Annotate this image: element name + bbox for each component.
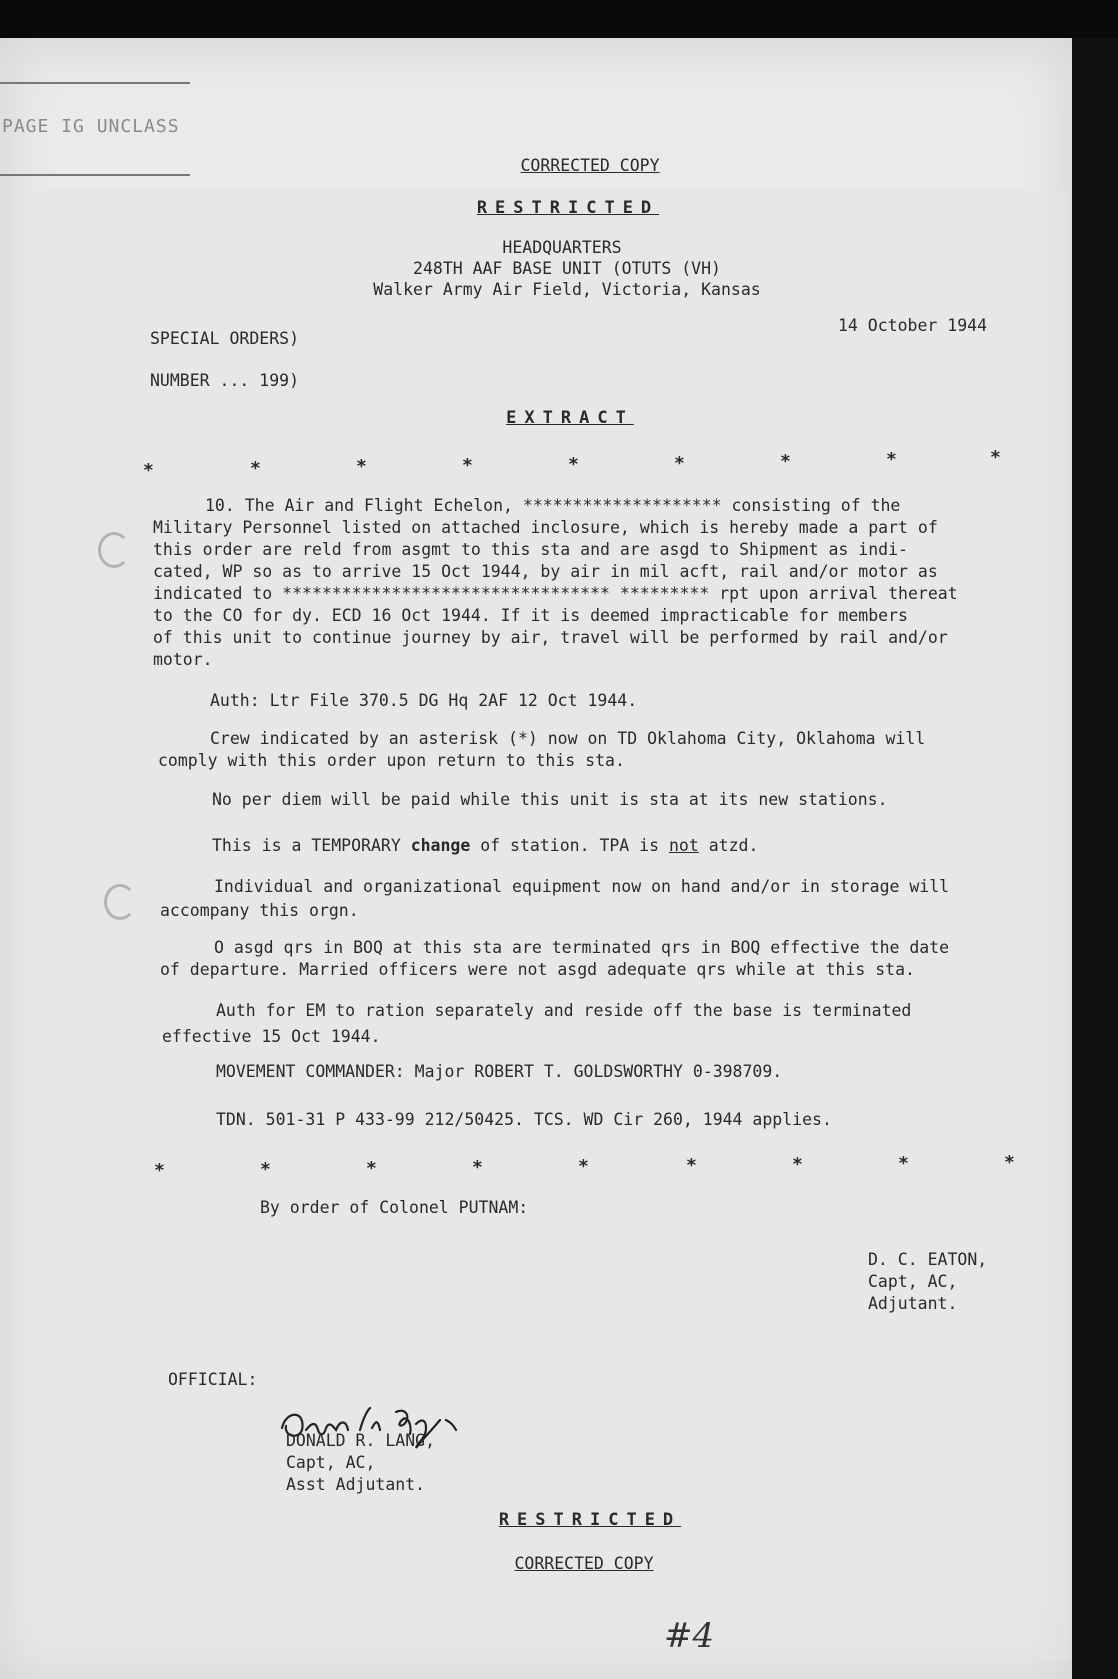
official-signer-title: Asst Adjutant. <box>286 1475 426 1494</box>
star: * <box>898 1153 909 1174</box>
per-diem-line: No per diem will be paid while this unit is sta at its new stations. <box>212 790 888 809</box>
equipment-line-2: accompany this orgn. <box>160 901 359 920</box>
star: * <box>462 455 473 476</box>
unit-line: 248TH AAF BASE UNIT (OTUTS (VH) <box>413 259 721 278</box>
tdy-end: atzd. <box>708 836 759 855</box>
official-signer-name: DONALD R. LANG, <box>286 1431 436 1450</box>
star: * <box>472 1157 483 1178</box>
signer-rank: Capt, AC, <box>868 1272 958 1291</box>
tdy-prefix: This is a <box>212 836 302 855</box>
authority-line: Auth: Ltr File 370.5 DG Hq 2AF 12 Oct 1944. <box>210 691 638 710</box>
punch-hole <box>104 884 136 920</box>
paragraph-10-line-6: to the CO for dy. ECD 16 Oct 1944. If it is deemed impracticable for members <box>153 606 908 625</box>
crew-line-2: comply with this order upon return to this sta. <box>158 751 625 770</box>
star: * <box>356 456 367 477</box>
paragraph-10-line-3: this order are reld from asgmt to this sta and are asgd to Shipment as indi- <box>153 540 908 559</box>
paragraph-10-line-7: of this unit to continue journey by air, travel will be performed by rail and/or <box>153 628 948 647</box>
declassification-stamp <box>0 82 190 176</box>
quarters-line-2: of departure. Married officers were not asgd adequate qrs while at this sta. <box>160 960 915 979</box>
movement-commander-line: MOVEMENT COMMANDER: Major ROBERT T. GOLDSWORTHY 0-398709. <box>216 1062 783 1081</box>
star: * <box>366 1158 377 1179</box>
official-label: OFFICIAL: <box>168 1370 258 1389</box>
special-orders-label: SPECIAL ORDERS) <box>150 329 300 348</box>
star: * <box>990 447 1001 468</box>
paragraph-10-line-4: cated, WP so as to arrive 15 Oct 1944, by air in mil acft, rail and/or motor as <box>153 562 938 581</box>
equipment-line-1: Individual and organizational equipment now on hand and/or in storage will <box>214 877 950 896</box>
quarters-line-1: O asgd qrs in BOQ at this sta are terminated qrs in BOQ effective the date <box>214 938 950 957</box>
punch-hole <box>98 532 130 568</box>
headquarters-line: HEADQUARTERS <box>502 238 622 257</box>
official-signer-rank: Capt, AC, <box>286 1453 376 1472</box>
extract-heading: EXTRACT <box>506 408 634 428</box>
star: * <box>686 1155 697 1176</box>
star: * <box>578 1156 589 1177</box>
tdy-change: change <box>410 836 471 855</box>
star: * <box>780 451 791 472</box>
star: * <box>1004 1152 1015 1173</box>
ration-line-1: Auth for EM to ration separately and reside off the base is terminated <box>216 1001 912 1020</box>
star: * <box>154 1160 165 1181</box>
scan-top-border <box>0 0 1118 40</box>
star: * <box>886 449 897 470</box>
order-number: NUMBER ... 199) <box>150 371 300 390</box>
paragraph-10-line-2: Military Personnel listed on attached inclosure, which is hereby made a part of <box>153 518 938 537</box>
paragraph-10-line-8: motor. <box>153 650 213 669</box>
signer-name: D. C. EATON, <box>868 1250 988 1269</box>
star: * <box>250 458 261 479</box>
star-separator <box>0 1152 1118 1182</box>
corrected-copy-heading: CORRECTED COPY <box>520 156 660 175</box>
ration-line-2: effective 15 Oct 1944. <box>162 1027 381 1046</box>
restricted-footer: RESTRICTED <box>498 1510 682 1530</box>
tdn-line: TDN. 501-31 P 433-99 212/50425. TCS. WD Cir 260, 1944 applies. <box>216 1110 832 1129</box>
star: * <box>260 1159 271 1180</box>
star: * <box>568 454 579 475</box>
paragraph-10-line-1: 10. The Air and Flight Echelon, ******************** consisting of the <box>205 496 901 515</box>
by-order-line: By order of Colonel PUTNAM: <box>260 1198 529 1217</box>
tdy-middle: of station. TPA is <box>480 836 660 855</box>
corrected-copy-footer: CORRECTED COPY <box>514 1554 654 1573</box>
stamp-text: PAGE IG UNCLASS <box>2 116 180 137</box>
star: * <box>674 453 685 474</box>
paragraph-10-line-5: indicated to ********************************* ********* rpt upon arrival thereat <box>153 584 958 603</box>
tdy-not: not <box>668 836 699 855</box>
temporary-change-line <box>212 838 758 855</box>
order-date: 14 October 1944 <box>838 316 988 335</box>
star: * <box>792 1154 803 1175</box>
star-separator <box>0 447 1118 484</box>
star: * <box>143 460 154 481</box>
crew-line-1: Crew indicated by an asterisk (*) now on TD Oklahoma City, Oklahoma will <box>210 729 926 748</box>
handwritten-page-number: #4 <box>664 1616 715 1656</box>
restricted-heading: RESTRICTED <box>476 198 660 218</box>
signer-title: Adjutant. <box>868 1294 958 1313</box>
scan-right-border <box>1072 38 1118 1679</box>
tdy-temporary: TEMPORARY <box>311 836 401 855</box>
location-line: Walker Army Air Field, Victoria, Kansas <box>373 280 761 299</box>
